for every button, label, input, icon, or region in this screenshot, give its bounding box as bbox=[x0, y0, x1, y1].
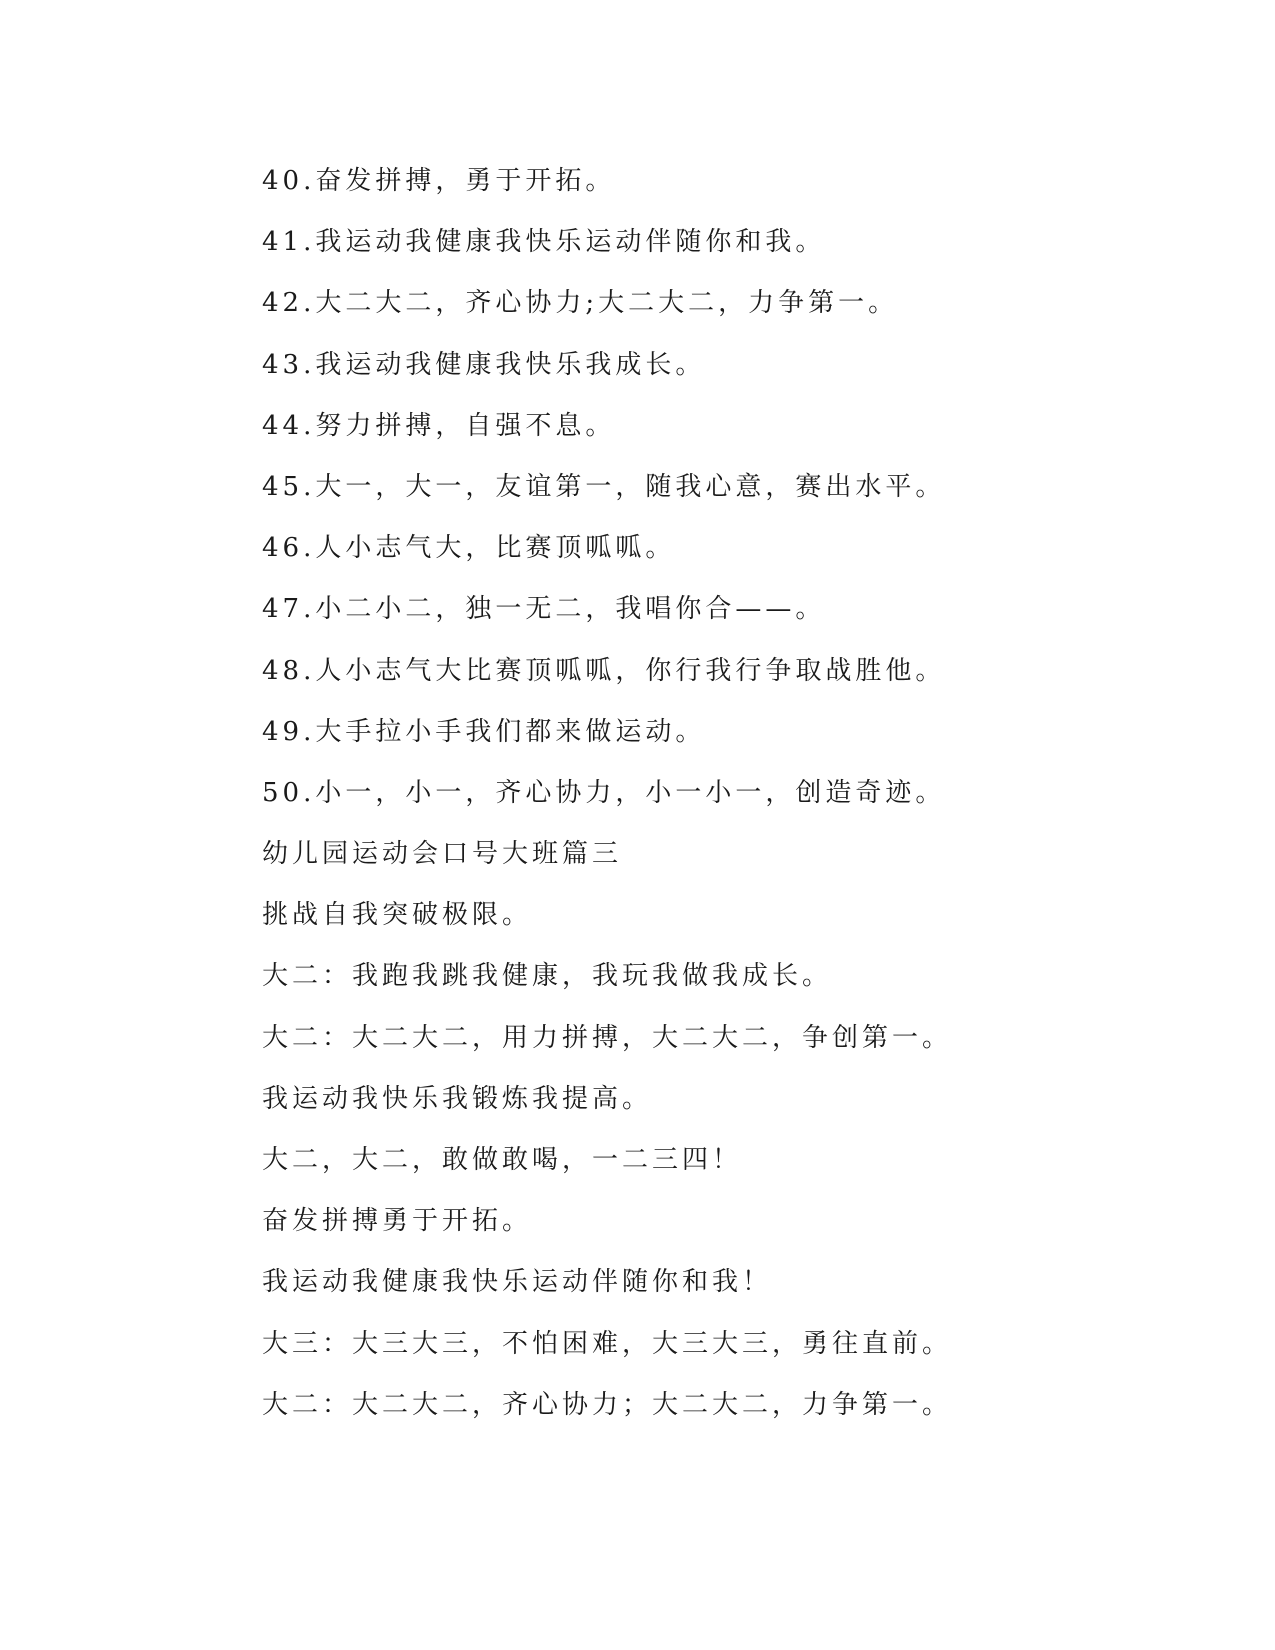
paragraph: 大二：我跑我跳我健康，我玩我做我成长。 bbox=[262, 961, 833, 992]
paragraph: 大二，大二，敢做敢喝，一二三四！ bbox=[262, 1145, 743, 1175]
list-item-50: 50.小一，小一，齐心协力，小一小一，创造奇迹。 bbox=[262, 777, 946, 808]
paragraph: 我运动我健康我快乐运动伴随你和我！ bbox=[262, 1267, 773, 1298]
document-body bbox=[262, 163, 1162, 1448]
list-item-48: 48.人小志气大比赛顶呱呱，你行我行争取战胜他。 bbox=[262, 655, 946, 686]
list-item-41: 41.我运动我健康我快乐运动伴随你和我。 bbox=[262, 227, 826, 258]
list-item-46: 46.人小志气大，比赛顶呱呱。 bbox=[262, 533, 676, 564]
paragraph: 大二：大二大二，齐心协力；大二大二，力争第一。 bbox=[262, 1389, 953, 1420]
list-item-49: 49.大手拉小手我们都来做运动。 bbox=[262, 716, 706, 747]
paragraph: 大三：大三大三，不怕困难，大三大三，勇往直前。 bbox=[262, 1328, 953, 1359]
list-item-42: 42.大二大二，齐心协力;大二大二，力争第一。 bbox=[262, 288, 899, 319]
list-item-40: 40.奋发拼搏，勇于开拓。 bbox=[262, 166, 616, 196]
section-heading: 幼儿园运动会口号大班篇三 bbox=[262, 839, 623, 870]
list-item-45: 45.大一，大一，友谊第一，随我心意，赛出水平。 bbox=[262, 471, 946, 502]
paragraph: 挑战自我突破极限。 bbox=[262, 900, 533, 931]
paragraph: 奋发拼搏勇于开拓。 bbox=[262, 1206, 533, 1237]
paragraph: 大二：大二大二，用力拼搏，大二大二，争创第一。 bbox=[262, 1022, 953, 1053]
list-item-47: 47.小二小二，独一无二，我唱你合——。 bbox=[262, 594, 826, 625]
list-item-43: 43.我运动我健康我快乐我成长。 bbox=[262, 349, 706, 380]
list-item-44: 44.努力拼搏，自强不息。 bbox=[262, 410, 616, 441]
paragraph: 我运动我快乐我锻炼我提高。 bbox=[262, 1083, 653, 1114]
